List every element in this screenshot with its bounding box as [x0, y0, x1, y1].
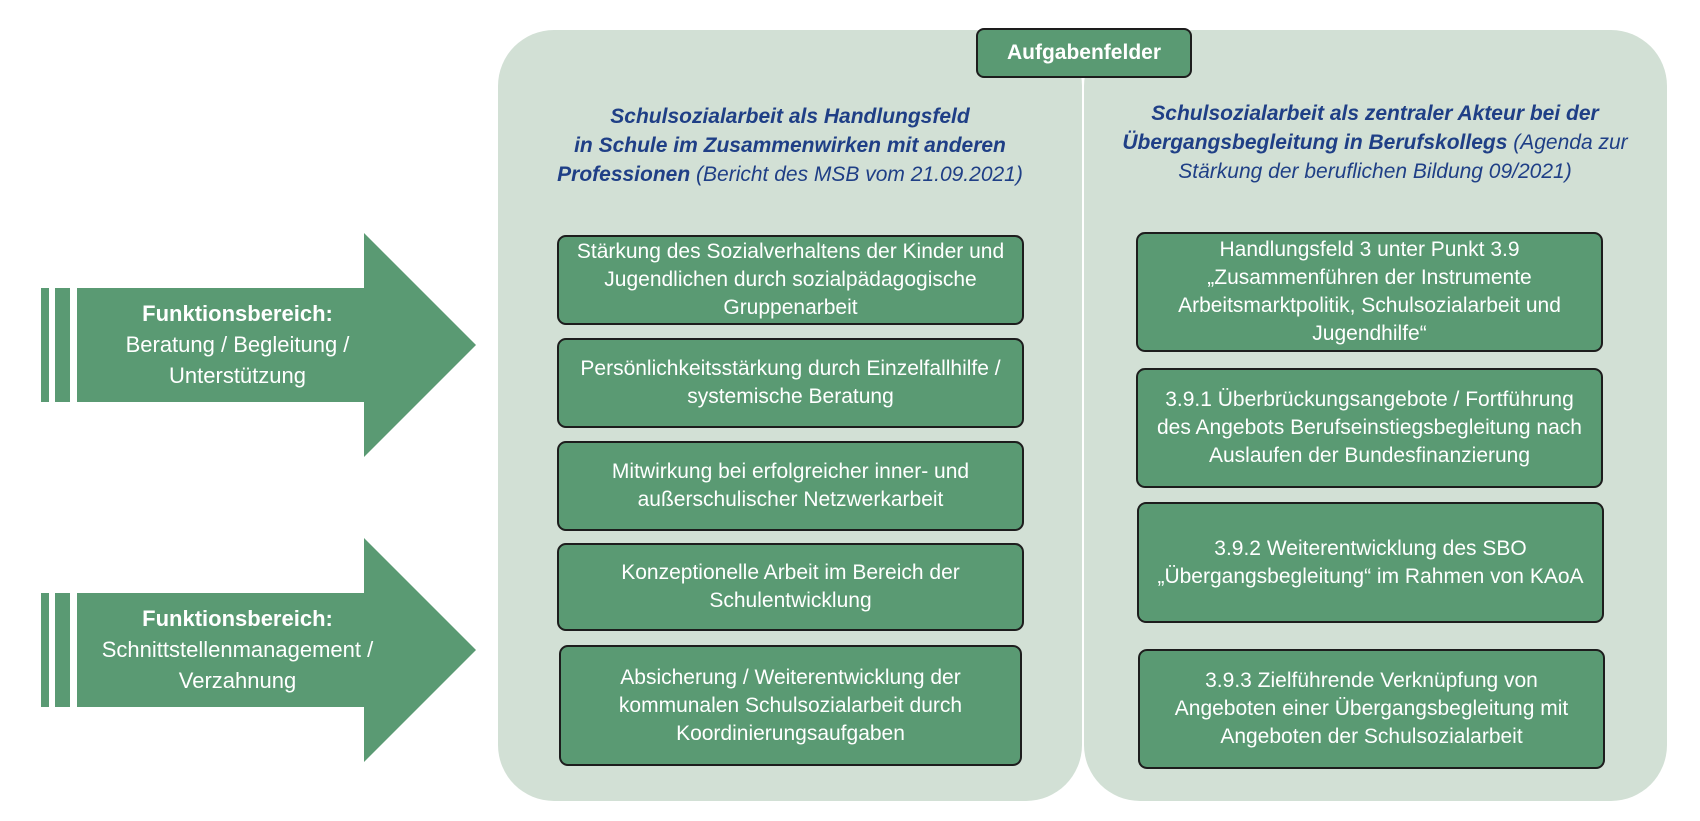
header-badge — [976, 28, 1192, 78]
left-column-heading — [520, 102, 1060, 189]
left-item-1: Stärkung des Sozialverhaltens der Kinder und Jugendlichen durch sozialpädagogische Gruppenarbeit — [557, 235, 1024, 325]
left-item-3: Mitwirkung bei erfolgreicher inner- und außerschulischer Netzwerkarbeit — [557, 441, 1024, 531]
arrow-label-2 — [85, 603, 390, 696]
left-item-4: Konzeptionelle Arbeit im Bereich der Schulentwicklung — [557, 543, 1024, 631]
right-column-heading — [1095, 99, 1655, 186]
left-heading-source: (Bericht des MSB vom 21.09.2021) — [696, 163, 1023, 186]
arrow-2-title: Funktionsbereich: — [142, 606, 333, 631]
right-item-2: 3.9.1 Überbrückungsangebote / Fortführung des Angebots Berufseinstiegsbegleitung nach Auslaufen der Bundesfinanzierung — [1136, 368, 1603, 488]
right-heading-title: Schulsozialarbeit als zentraler Akteur bei der Übergangsbegleitung in Berufskollegs — [1122, 102, 1599, 154]
panel-divider — [1082, 80, 1084, 770]
arrow-label-1 — [100, 298, 375, 391]
right-item-1: Handlungsfeld 3 unter Punkt 3.9 „Zusammenführen der Instrumente Arbeitsmarktpolitik, Schulsozialarbeit und Jugendhilfe“ — [1136, 232, 1603, 352]
left-heading-title: Schulsozialarbeit als Handlungsfeld in Schule im Zusammenwirken mit anderen Professionen — [557, 105, 1006, 186]
left-item-2: Persönlichkeitsstärkung durch Einzelfallhilfe / systemische Beratung — [557, 338, 1024, 428]
right-heading-source: (Agenda zur Stärkung der beruflichen Bildung 09/2021) — [1178, 131, 1628, 183]
right-item-3: 3.9.2 Weiterentwicklung des SBO „Übergangsbegleitung“ im Rahmen von KAoA — [1137, 502, 1604, 623]
header-title: Aufgabenfelder — [1006, 41, 1161, 64]
arrow-1-subtitle: Beratung / Begleitung / Unterstützung — [125, 332, 350, 388]
arrow-2-subtitle: Schnittstellenmanagement / Verzahnung — [101, 637, 374, 693]
arrow-1-title: Funktionsbereich: — [142, 301, 333, 326]
left-item-5: Absicherung / Weiterentwicklung der kommunalen Schulsozialarbeit durch Koordinierungsaufgaben — [559, 645, 1022, 766]
right-item-4: 3.9.3 Zielführende Verknüpfung von Angeboten einer Übergangsbegleitung mit Angeboten der Schulsozialarbeit — [1138, 649, 1605, 769]
